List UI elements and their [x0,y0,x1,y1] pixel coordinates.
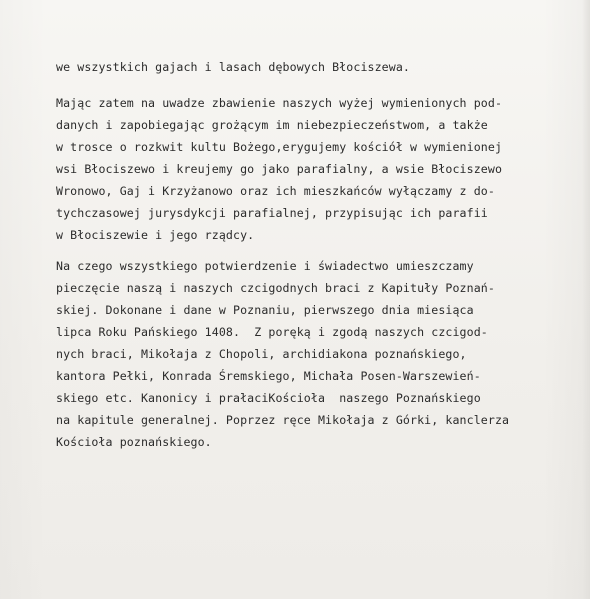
text-line: wsi Błociszewo i kreujemy go jako parafialny, a wsie Błociszewo [56,162,503,176]
page-edge [582,0,590,599]
text-line: Wronowo, Gaj i Krzyżanowo oraz ich mieszkańców wyłączamy z do- [56,184,495,198]
paragraph-gap [56,246,576,255]
text-line: lipca Roku Pańskiego 1408. Z poręką i zgodą naszych czcigod- [56,325,488,339]
text-line: Na czego wszystkiego potwierdzenie i świadectwo umieszczamy [56,259,474,273]
text-line: kantora Pełki, Konrada Śremskiego, Michała Posen-Warszewień- [56,369,481,383]
text-line: danych i zapobiegając grożącym im niebezpieczeństwom, a także [56,118,488,132]
text-line: pieczęcie naszą i naszych czcigodnych braci z Kapituły Poznań- [56,281,495,295]
paragraph-gap [56,78,576,92]
text-line: skiej. Dokonane i dane w Poznaniu, pierwszego dnia miesiąca [56,303,474,317]
text-line: w Błociszewie i jego rządcy. [56,228,255,242]
text-line: tychczasowej jurysdykcji parafialnej, przypisując ich parafii [56,206,488,220]
text-line: na kapitule generalnej. Poprzez ręce Mikołaja z Górki, kanclerza [56,413,510,427]
text-line: w trosce o rozkwit kultu Bożego,erygujemy kościół w wymienionej [56,140,503,154]
text-line: skiego etc. Kanonicy i prałaciKościoła naszego Poznańskiego [56,391,481,405]
text-line: we wszystkich gajach i lasach dębowych Błociszewa. [56,60,411,74]
text-line: Kościoła poznańskiego. [56,435,212,449]
document-text [56,56,576,453]
text-line: nych braci, Mikołaja z Chopoli, archidiakona poznańskiego, [56,347,467,361]
text-line: Mając zatem na uwadze zbawienie naszych wyżej wymienionych pod- [56,96,503,110]
